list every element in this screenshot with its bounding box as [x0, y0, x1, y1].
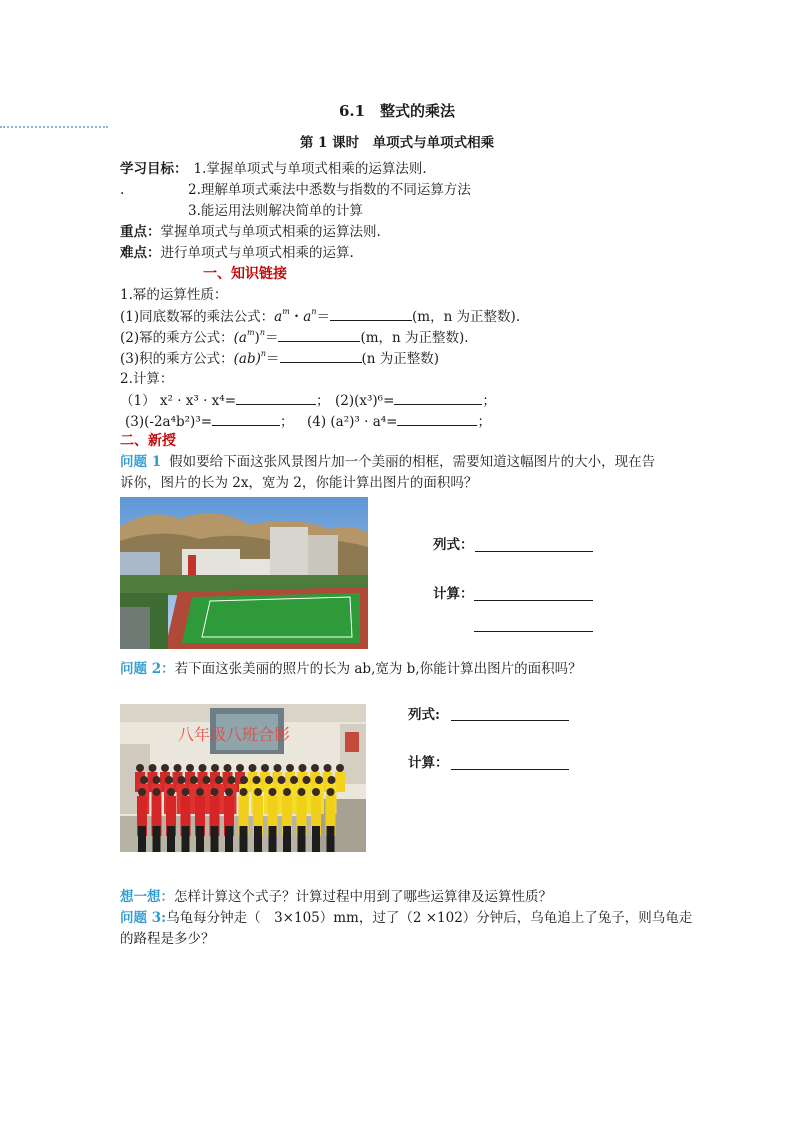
problem1-calc-answer-line[interactable] — [474, 600, 593, 601]
problem2-expr-label: 列式: — [408, 707, 440, 723]
student-figure-head — [174, 764, 182, 772]
calc1-sep: ； — [316, 393, 330, 409]
problem2-calc-label: 计算： — [408, 755, 449, 771]
problem2-line — [120, 659, 582, 679]
student-figure-head — [149, 764, 157, 772]
calc-2 — [335, 390, 496, 411]
student-figure-head — [249, 764, 257, 772]
calc2-text: (2)(x³)⁶= — [335, 393, 395, 409]
rule2-tail: (m，n 为正整数). — [360, 330, 469, 346]
key-point — [120, 222, 381, 242]
student-figure-head — [324, 764, 332, 772]
rule1-b: a — [303, 309, 312, 325]
student-figure-legs — [298, 826, 306, 852]
problem3-label: 问题 3: — [120, 910, 167, 926]
rule1-exp-m: m — [282, 306, 290, 316]
student-figure-head — [211, 788, 219, 796]
rule1-dot: ・ — [289, 309, 304, 325]
rule1-a: a — [274, 309, 283, 325]
rule3-exp-n: n — [260, 348, 267, 358]
student-figure-legs — [269, 826, 277, 852]
student-figure-legs — [240, 826, 248, 852]
problem1-label: 问题 1 — [120, 454, 162, 470]
rule1-eq: ＝ — [316, 309, 330, 325]
rule3-formula: (ab) — [233, 351, 261, 367]
problem2-expr-answer-line[interactable] — [451, 720, 569, 721]
rule2-eq: ＝ — [264, 330, 279, 346]
problem1-text-1: 假如要给下面这张风景图片加一个美丽的相框，需要知道这幅图片的大小，现在告 — [169, 454, 656, 470]
problem3-line1 — [120, 908, 692, 928]
calc-4 — [307, 411, 491, 432]
student-figure-head — [303, 776, 311, 784]
student-figure-head — [165, 776, 173, 784]
key-point-label: 重点： — [120, 224, 161, 240]
student-figure-head — [240, 788, 248, 796]
calc-1 — [120, 390, 330, 411]
page-subtitle: 第 1 课时 单项式与单项式相乘 — [299, 135, 495, 151]
objective-3: 3.能运用法则解决简单的计算 — [188, 203, 363, 219]
student-figure-head — [299, 764, 307, 772]
student-figure-head — [298, 788, 306, 796]
student-figure-head — [196, 788, 204, 796]
student-figure-head — [336, 764, 344, 772]
think-text: 怎样计算这个式子？计算过程中用到了哪些运算律及运算性质？ — [174, 889, 552, 905]
page-title: 6.1 整式的乘法 — [338, 102, 456, 120]
rule3-label: (3)积的乘方公式： — [120, 351, 234, 367]
student-figure-head — [328, 776, 336, 784]
objectives-label: 学习目标： — [120, 161, 188, 177]
student-figure-head — [190, 776, 198, 784]
calc4-blank[interactable] — [397, 411, 477, 426]
problem1-expr-answer-line[interactable] — [475, 551, 593, 552]
student-figure-head — [286, 764, 294, 772]
objective-2: 2.理解单项式乘法中悉数与指数的不同运算方法 — [188, 182, 471, 198]
calc1-text: （1） x² · x³ · x⁴= — [120, 393, 237, 409]
student-figure-head — [161, 764, 169, 772]
rule1-blank[interactable] — [330, 306, 412, 321]
problem3-text-1: 乌龟每分钟走（ 3×105）mm，过了（2 ×102）分钟后，乌龟追上了兔子，则乌龟走 — [166, 910, 693, 926]
student-figure-head — [140, 776, 148, 784]
calc4-sep: ； — [477, 414, 491, 430]
student-figure-head — [136, 764, 144, 772]
think-label: 想一想： — [120, 889, 174, 905]
student-figure-head — [269, 788, 277, 796]
rule2-blank[interactable] — [278, 327, 360, 342]
student-figure-head — [327, 788, 335, 796]
rule-1 — [120, 306, 520, 327]
student-figure-head — [274, 764, 282, 772]
rule3-tail: (n 为正整数) — [361, 351, 440, 367]
student-figure-head — [153, 776, 161, 784]
student-figure-legs — [138, 826, 146, 852]
student-figure-legs — [327, 826, 335, 852]
objective-line-1 — [120, 159, 427, 179]
calc3-blank[interactable] — [212, 411, 280, 426]
student-figure-head — [186, 764, 194, 772]
student-figure-head — [283, 788, 291, 796]
rule1-tail: (m，n 为正整数). — [412, 309, 521, 325]
rule1-label: (1)同底数幂的乘法公式： — [120, 309, 275, 325]
student-figure-head — [225, 788, 233, 796]
rule3-eq: ＝ — [266, 351, 280, 367]
rule2-exp-n: n — [259, 327, 265, 337]
problem1-calc-label: 计算： — [433, 586, 474, 602]
student-figure-legs — [153, 826, 161, 852]
student-figure-legs — [312, 826, 320, 852]
difficulty-text: 进行单项式与单项式相乘的运算. — [160, 245, 354, 261]
problem3-text-2: 的路程是多少？ — [120, 931, 215, 947]
problem1-line1 — [120, 452, 655, 472]
student-figure-head — [290, 776, 298, 784]
calc4-text: (4) (a²)³ · a⁴= — [307, 414, 398, 430]
student-figure-legs — [211, 826, 219, 852]
student-figure-head — [312, 788, 320, 796]
student-figure-head — [215, 776, 223, 784]
problem1-expr-label: 列式： — [433, 537, 474, 553]
rule3-blank[interactable] — [280, 348, 362, 363]
student-figure-head — [203, 776, 211, 784]
rule2-exp-m: m — [246, 327, 255, 337]
rule1-exp-n: n — [311, 306, 317, 316]
student-figure-head — [138, 788, 146, 796]
student-figure-head — [199, 764, 207, 772]
student-figure-head — [178, 776, 186, 784]
student-figure-head — [265, 776, 273, 784]
section1-heading: 一、知识链接 — [203, 266, 287, 282]
photo-banner-text: 八年级八班合影 — [178, 725, 291, 744]
section2-heading: 二、新授 — [120, 433, 176, 449]
rule2-label: (2)幂的乘方公式： — [120, 330, 234, 346]
calc3-text: (3)(-2a⁴b²)³= — [125, 414, 213, 430]
calc2-blank[interactable] — [394, 390, 482, 405]
student-figure-head — [315, 776, 323, 784]
calc2-sep: ； — [482, 393, 496, 409]
landscape-image — [120, 497, 368, 649]
q2-title: 2.计算： — [120, 371, 174, 387]
problem2-calc-answer-line[interactable] — [451, 769, 569, 770]
student-figure-head — [228, 776, 236, 784]
rule2-formula: (a — [233, 330, 247, 346]
problem2-label: 问题 2： — [120, 661, 175, 677]
student-figure-head — [261, 764, 269, 772]
difficulty — [120, 243, 354, 263]
student-figure-legs — [182, 826, 190, 852]
objective-1: 1.掌握单项式与单项式相乘的运算法则. — [193, 161, 427, 177]
rule-2 — [120, 327, 469, 348]
difficulty-label: 难点： — [120, 245, 161, 261]
class-group-photo — [120, 704, 366, 852]
student-figure-head — [240, 776, 248, 784]
calc-3 — [125, 411, 294, 432]
student-figure-legs — [225, 826, 233, 852]
q1-title: 1.幂的运算性质： — [120, 287, 228, 303]
student-figure-head — [153, 788, 161, 796]
student-figure-head — [254, 788, 262, 796]
student-figure-head — [311, 764, 319, 772]
student-figure-head — [278, 776, 286, 784]
calc1-blank[interactable] — [236, 390, 316, 405]
school-landscape-photo — [120, 497, 368, 649]
key-point-text: 掌握单项式与单项式相乘的运算法则. — [160, 224, 381, 240]
student-figure-head — [253, 776, 261, 784]
student-figure-head — [211, 764, 219, 772]
student-figure-head — [236, 764, 244, 772]
student-figure-head — [167, 788, 175, 796]
calc3-sep: ； — [280, 414, 294, 430]
problem1-calc-answer-line-2[interactable] — [474, 631, 593, 632]
rule-3 — [120, 348, 439, 369]
think-line — [120, 887, 552, 907]
student-figure-legs — [196, 826, 204, 852]
rule2-close: ) — [254, 330, 260, 346]
student-figure-legs — [254, 826, 262, 852]
problem2-text: 若下面这张美丽的照片的长为 ab,宽为 b,你能计算出图片的面积吗？ — [174, 661, 582, 677]
problem1-text-2: 诉你，图片的长为 2x，宽为 2，你能计算出图片的面积吗？ — [120, 475, 478, 491]
student-figure-legs — [283, 826, 291, 852]
stray-mark: . — [120, 182, 125, 198]
student-figure-head — [182, 788, 190, 796]
student-figure-head — [224, 764, 232, 772]
top-dotted-rule — [0, 126, 108, 128]
student-figure-legs — [167, 826, 175, 852]
